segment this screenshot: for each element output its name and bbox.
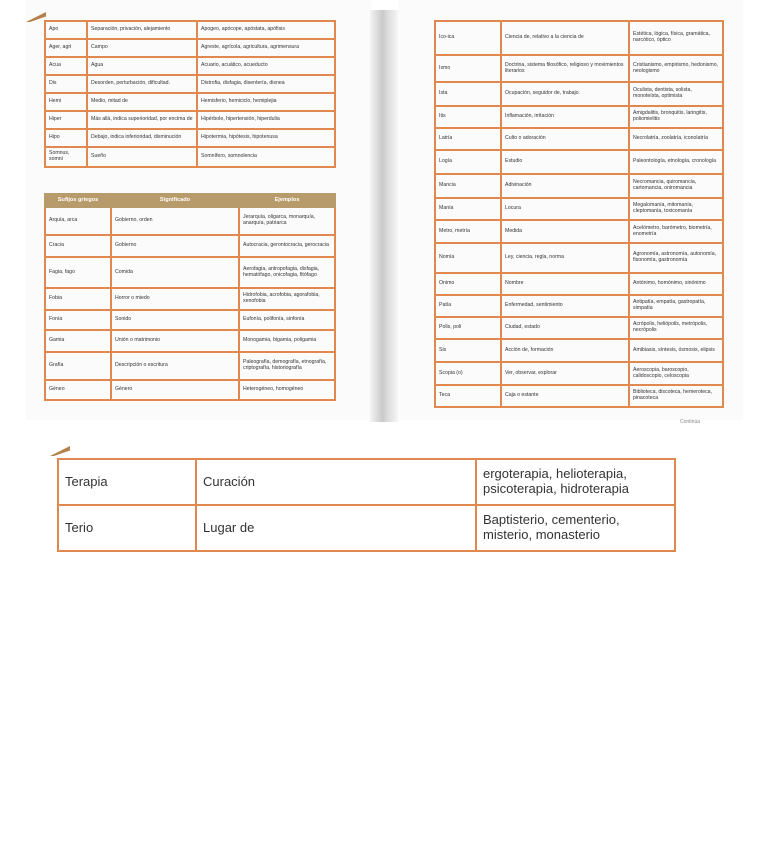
cell-suffix: Fobia (45, 288, 111, 310)
cell-examples: Aeroscopia, baroscopio, calidoscopio, celoscopia (629, 362, 723, 385)
cell-prefix: Apo (45, 21, 87, 39)
cell-suffix: Ista (435, 82, 501, 106)
cell-examples: Acuario, acuático, acueducto (197, 57, 335, 75)
table-row (435, 128, 723, 150)
cell-examples: Amigdalitis, bronquitis, laringitis, poliomielitis (629, 106, 723, 128)
table-row (45, 21, 335, 39)
cell-examples: Biblioteca, discoteca, hemeroteca, pinacoteca (629, 385, 723, 407)
cell-examples: Aerofagia, antropofagia, disfagia, hematófago, onicofagia, fitófago (239, 257, 335, 288)
cell-meaning: Sueño (87, 147, 197, 167)
cell-meaning: Nombre (501, 273, 629, 295)
table-row (435, 174, 723, 198)
cell-meaning: Adivinación (501, 174, 629, 198)
cell-examples: Hipérbole, hipertensión, hiperdulia (197, 111, 335, 129)
cell-examples: Oculista, dentista, solista, monoteísta, optimista (629, 82, 723, 106)
cell-meaning: Sonido (111, 310, 239, 330)
table-row (435, 295, 723, 317)
cell-suffix: Cracia (45, 235, 111, 257)
table-row (45, 380, 335, 400)
cell-suffix: Polis, poli (435, 317, 501, 339)
cell-examples: Eufonía, polifonía, sinfonía (239, 310, 335, 330)
cell-suffix: Ico-ica (435, 21, 501, 55)
cell-suffix: Fagia, fago (45, 257, 111, 288)
cell-suffix: Patía (435, 295, 501, 317)
cell-suffix: Nomía (435, 243, 501, 273)
table-row (435, 55, 723, 82)
cell-examples: Paleografía, demografía, etnografía, criptografía, historiografía (239, 352, 335, 380)
cell-meaning: Separación, privación, alejamiento (87, 21, 197, 39)
column-header: Significado (111, 194, 239, 207)
cell-suffix: Ismo (435, 55, 501, 82)
cell-meaning: Medida (501, 220, 629, 243)
cell-meaning: Gobierno, orden (111, 207, 239, 235)
cell-meaning: Estudio (501, 150, 629, 174)
cell-examples: ergoterapia, helioterapia, psicoterapia, hidroterapia (476, 459, 675, 505)
table-row (45, 257, 335, 288)
suffix-table-right (434, 20, 724, 408)
cell-examples: Monogamia, bigamia, poligamia (239, 330, 335, 352)
cell-meaning: Género (111, 380, 239, 400)
cell-meaning: Desorden, perturbación, dificultad. (87, 75, 197, 93)
table-row (435, 273, 723, 295)
page-footer: Continúa (680, 419, 701, 425)
cell-examples: Somnífero, somnolencia (197, 147, 335, 167)
table-row (45, 39, 335, 57)
cell-meaning: Agua (87, 57, 197, 75)
cell-meaning: Medio, mitad de (87, 93, 197, 111)
cell-suffix: Sis (435, 339, 501, 362)
table-row (435, 339, 723, 362)
greek-suffix-table (44, 193, 336, 401)
cell-prefix: Hiper (45, 111, 87, 129)
corner-decoration (50, 446, 70, 456)
table-row (435, 106, 723, 128)
book-gutter (370, 10, 398, 422)
table-row (435, 243, 723, 273)
cell-meaning: Ley, ciencia, regla, norma (501, 243, 629, 273)
cell-suffix: Terio (58, 505, 196, 551)
cell-meaning: Campo (87, 39, 197, 57)
cell-prefix: Hipo (45, 129, 87, 147)
cell-meaning: Acción de, formación (501, 339, 629, 362)
table-row (45, 93, 335, 111)
cell-examples: Estética, lógica, física, gramática, narcótico, óptico (629, 21, 723, 55)
cell-meaning: Ocupación, seguidor de, trabajo. (501, 82, 629, 106)
table-row (58, 505, 675, 551)
table-row (435, 198, 723, 220)
column-header: Sufijos griegos (45, 194, 111, 207)
table-row (45, 111, 335, 129)
table-row (45, 330, 335, 352)
table-row (45, 57, 335, 75)
prefix-table (44, 20, 336, 168)
cell-meaning: Ciudad, estado (501, 317, 629, 339)
cell-suffix: Metro, metría (435, 220, 501, 243)
cell-suffix: Manía (435, 198, 501, 220)
cell-suffix: Gamia (45, 330, 111, 352)
cell-meaning: Descripción o escritura (111, 352, 239, 380)
table-row (45, 147, 335, 167)
cell-examples: Acelómetro, barómetro, biometría, enometría (629, 220, 723, 243)
cell-prefix: Ager, agri (45, 39, 87, 57)
cell-prefix: Dis (45, 75, 87, 93)
table-row (58, 459, 675, 505)
cell-meaning: Ciencia de, relativo a la ciencia de (501, 21, 629, 55)
cell-examples: Agreste, agrícola, agricultura, agrimensura (197, 39, 335, 57)
table-row (45, 352, 335, 380)
table-row (45, 310, 335, 330)
table-row (435, 150, 723, 174)
cell-examples: Paleontología, etnología, cronología (629, 150, 723, 174)
table-header-row (45, 194, 335, 207)
cell-examples: Heterogéneo, homogéneo (239, 380, 335, 400)
cell-examples: Agronomía, astronomía, autonomía, fisonomía, gastronomía (629, 243, 723, 273)
cell-examples: Amibiasis, síntesis, ósmosis, elipsis (629, 339, 723, 362)
cell-examples: Cristianismo, empirismo, hedonismo, neologismo (629, 55, 723, 82)
cell-meaning: Ver, observar, explorar (501, 362, 629, 385)
cell-examples: Hemisferio, hemiciclo, hemiplejia (197, 93, 335, 111)
cell-meaning: Horror o miedo (111, 288, 239, 310)
cell-suffix: Latría (435, 128, 501, 150)
cell-examples: Necromancia, quiromancia, cartomancia, oniromancia (629, 174, 723, 198)
cell-examples: Megalomanía, mitomanía, cleptomanía, toxicomanía (629, 198, 723, 220)
cell-prefix: Hemi (45, 93, 87, 111)
cell-prefix: Somnus, somni (45, 147, 87, 167)
cell-suffix: Terapia (58, 459, 196, 505)
cell-suffix: Logía (435, 150, 501, 174)
cell-prefix: Acua (45, 57, 87, 75)
cell-suffix: Fonía (45, 310, 111, 330)
table-row (45, 129, 335, 147)
table-row (435, 362, 723, 385)
cell-examples: Hidrofobia, acrofobia, agorafobia, xenofobia (239, 288, 335, 310)
cell-suffix: Arquía, arca (45, 207, 111, 235)
cell-meaning: Culto o adoración (501, 128, 629, 150)
table-row (435, 385, 723, 407)
enlarged-suffix-table (57, 458, 676, 552)
cell-examples: Antónimo, homónimo, sinónimo (629, 273, 723, 295)
table-row (435, 82, 723, 106)
table-row (45, 235, 335, 257)
cell-meaning: Lugar de (196, 505, 476, 551)
table-row (45, 288, 335, 310)
cell-suffix: Grafía (45, 352, 111, 380)
table-row (435, 21, 723, 55)
cell-examples: Jerarquía, oligarca, monarquía, anarquía, patriarca (239, 207, 335, 235)
cell-meaning: Debajo, indica inferioridad, disminución (87, 129, 197, 147)
cell-suffix: Onimo (435, 273, 501, 295)
cell-examples: Baptisterio, cementerio, misterio, monasterio (476, 505, 675, 551)
cell-examples: Acrópolis, heliópolis, metrópolis, necrópolis (629, 317, 723, 339)
cell-examples: Apogeo, apócope, apóstata, apófisis (197, 21, 335, 39)
cell-meaning: Gobierno (111, 235, 239, 257)
cell-examples: Distrofia, disfagia, disentería, disnea (197, 75, 335, 93)
cell-examples: Hipotermia, hipótesis, hipotenusa (197, 129, 335, 147)
cell-suffix: Géneo (45, 380, 111, 400)
cell-examples: Necrolatría, zoolatría, iconolatría (629, 128, 723, 150)
cell-meaning: Doctrina, sistema filosófico, religioso y movimientos literarios (501, 55, 629, 82)
cell-meaning: Comida (111, 257, 239, 288)
table-row (45, 207, 335, 235)
cell-suffix: Scopia (o) (435, 362, 501, 385)
cell-meaning: Inflamación, irritación (501, 106, 629, 128)
cell-meaning: Más allá, indica superioridad, por encima de (87, 111, 197, 129)
cell-meaning: Curación (196, 459, 476, 505)
column-header: Ejemplos (239, 194, 335, 207)
cell-meaning: Unión o matrimonio (111, 330, 239, 352)
cell-suffix: Itis (435, 106, 501, 128)
cell-examples: Antipatía, empatía, gastropatía, simpatía (629, 295, 723, 317)
cell-examples: Autocracia, gerontocracia, gerocracia (239, 235, 335, 257)
cell-meaning: Enfermedad, sentimiento (501, 295, 629, 317)
cell-suffix: Teca (435, 385, 501, 407)
table-row (435, 317, 723, 339)
cell-suffix: Mancia (435, 174, 501, 198)
table-row (45, 75, 335, 93)
cell-meaning: Caja o estante (501, 385, 629, 407)
cell-meaning: Locura (501, 198, 629, 220)
table-row (435, 220, 723, 243)
